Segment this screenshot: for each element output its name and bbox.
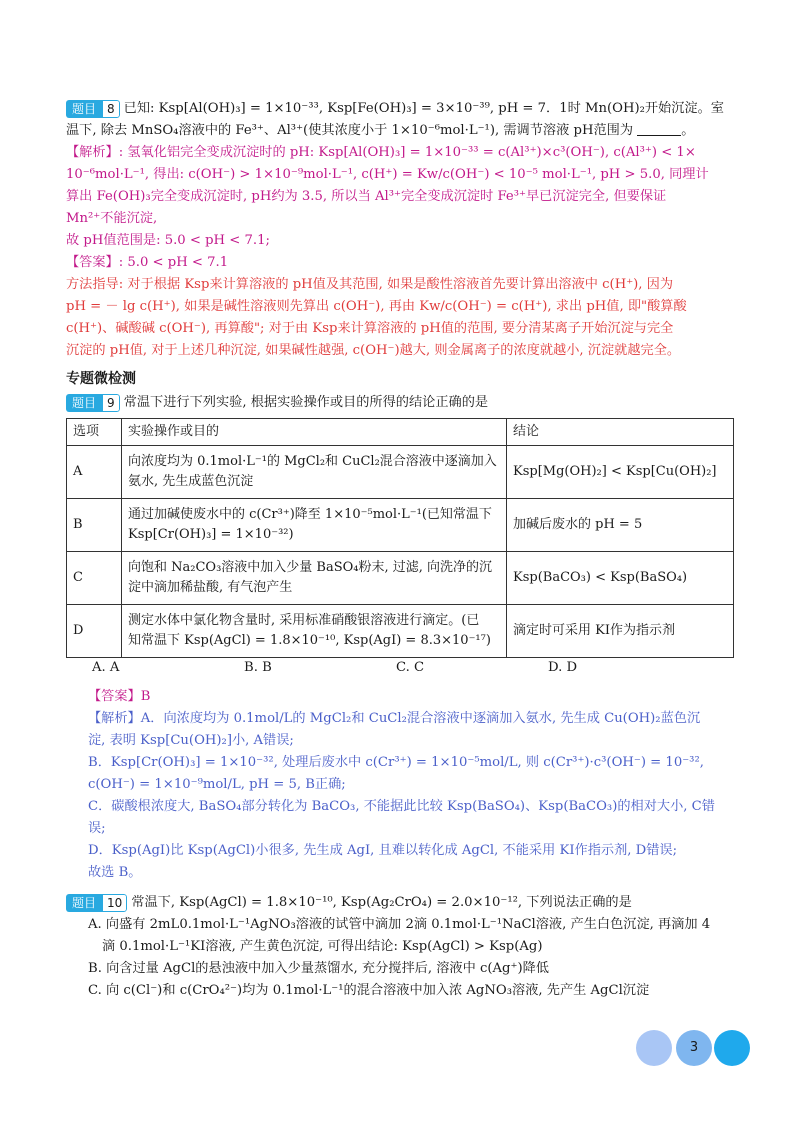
question-9-stem: 题目 9 常温下进行下列实验, 根据实验操作或目的所得的结论正确的是: [66, 392, 736, 414]
q10-option-c[interactable]: C. 向 c(Cl⁻)和 c(CrO₄²⁻)均为 0.1mol·L⁻¹的混合溶液中加入浓 AgNO₃溶液, 先产生 AgCl沉淀: [88, 983, 650, 998]
q8-method-2: pH = － lg c(H⁺), 如果是碱性溶液则先算出 c(OH⁻), 再由 Kw/c(OH⁻) = c(H⁺), 求出 pH值, 即"酸算酸: [66, 299, 687, 314]
page-number-badge: [636, 1030, 756, 1066]
q8-method-3: c(H⁺)、碱酸碱 c(OH⁻), 再算酸"; 对于由 Ksp来计算溶液的 pH值的范围, 要分清某离子开始沉淀与完全: [66, 321, 674, 336]
q8-analysis-5: 故 pH值范围是: 5.0 < pH < 7.1;: [66, 233, 270, 248]
q9-solution: 【答案】B 【解析】A．向浓度均为 0.1mol/L的 MgCl₂和 CuCl₂混合溶液中逐滴加入氨水, 先生成 Cu(OH)₂蓝色沉 淀, 表明 Ksp[Cu(OH)₂]小, A错误; B．Ksp[Cr(OH)₃] = 1×10⁻³², 处理后废水中 c(Cr³⁺) = 1×10⁻⁵mol/L, 则 c(Cr³⁺)·c³(OH⁻) = 10⁻³², c(OH⁻) = 1×10⁻⁹mol/L, pH = 5, B正确; C．碳酸根浓度大, BaSO₄部分转化为 BaCO₃, 不能据此比较 Ksp(BaSO₄)、Ksp(BaCO₃)的相对大小, C错 误; D．Ksp(AgI)比 Ksp(AgCl)小很多, 先生成 AgI, 且难以转化成 AgCl, 不能采用 KI作指示剂, D错误; 故选 B。: [88, 686, 738, 884]
q8-stem-line-1: 题目 8 已知: Ksp[Al(OH)₃] = 1×10⁻³³, Ksp[Fe(OH)₃] = 3×10⁻³⁹, pH = 7．1时 Mn(OH)₂开始沉淀。室: [66, 98, 736, 120]
q8-analysis-1: 【解析】: 氢氧化铝完全变成沉淀时的 pH: Ksp[Al(OH)₃] = 1×10⁻³³ = c(Al³⁺)×c³(OH⁻), c(Al³⁺) < 1×: [66, 145, 696, 160]
q8-method-4: 沉淀的 pH值, 对于上述几种沉淀, 如果碱性越强, c(OH⁻)越大, 则金属离子的浓度就越小, 沉淀就越完全。: [66, 343, 681, 358]
question-10: 题目 10 常温下, Ksp(AgCl) = 1.8×10⁻¹⁰, Ksp(Ag₂CrO₄) = 2.0×10⁻¹², 下列说法正确的是 A. 向盛有 2mL0.1mol·L⁻¹AgNO₃溶液的试管中滴加 2滴 0.1mol·L⁻¹NaCl溶液, 产生白色沉淀, 再滴加 4 滴 0.1mol·L⁻¹KI溶液, 产生黄色沉淀, 可得出结论: Ksp(AgCl) > Ksp(Ag) B. 向含过量 AgCl的悬浊液中加入少量蒸馏水, 充分搅拌后, 溶液中 c(Ag⁺)降低 C. 向 c(Cl⁻)和 c(CrO₄²⁻)均为 0.1mol·L⁻¹的混合溶液中加入浓 AgNO₃溶液, 先产生 AgCl沉淀: [66, 892, 736, 1002]
q8-method-1: 方法指导: 对于根据 Ksp来计算溶液的 pH值及其范围, 如果是酸性溶液首先要计算出溶液中 c(H⁺), 因为: [66, 277, 674, 292]
choice-d[interactable]: D. D: [548, 660, 578, 675]
q8-analysis-4: Mn²⁺不能沉淀,: [66, 211, 158, 226]
q10-badge: 题目 10: [66, 894, 127, 912]
header-conclusion: 结论: [507, 419, 734, 446]
table-row: C 向饱和 Na₂CO₃溶液中加入少量 BaSO₄粉末, 过滤, 向洗净的沉 淀中滴加稀盐酸, 有气泡产生 Ksp(BaCO₃) < Ksp(BaSO₄): [67, 552, 734, 605]
q9-answer: 【答案】B: [88, 689, 151, 704]
experiment-table: [66, 418, 734, 658]
q8-stem-line-2: 温下, 除去 MnSO₄溶液中的 Fe³⁺、Al³⁺(使其浓度小于 1×10⁻⁶mol·L⁻¹), 需调节溶液 pH范围为 。: [66, 123, 695, 138]
q8-analysis-3: 算出 Fe(OH)₃完全变成沉淀时, pH约为 3.5, 所以当 Al³⁺完全变成沉淀时 Fe³⁺早已沉淀完全, 但要保证: [66, 189, 667, 204]
table-row: B 通过加碱使废水中的 c(Cr³⁺)降至 1×10⁻⁵mol·L⁻¹(已知常温下 Ksp[Cr(OH)₃] = 1×10⁻³²) 加碱后废水的 pH = 5: [67, 499, 734, 552]
table-row: A 向浓度均为 0.1mol·L⁻¹的 MgCl₂和 CuCl₂混合溶液中逐滴加入 氨水, 先生成蓝色沉淀 Ksp[Mg(OH)₂] < Ksp[Cu(OH)₂]: [67, 446, 734, 499]
question-8: [66, 98, 736, 362]
q8-answer: 【答案】: 5.0 < pH < 7.1: [66, 255, 229, 270]
header-option: 选项: [67, 419, 122, 446]
choice-b[interactable]: B. B: [244, 660, 272, 675]
q10-option-a-cont: 滴 0.1mol·L⁻¹KI溶液, 产生黄色沉淀, 可得出结论: Ksp(AgCl) > Ksp(Ag): [102, 939, 543, 954]
table-row: D 测定水体中氯化物含量时, 采用标准硝酸银溶液进行滴定。(已 知常温下 Ksp(AgCl) = 1.8×10⁻¹⁰, Ksp(AgI) = 8.3×10⁻¹⁷) 滴定时可采用 KI作为指示剂: [67, 605, 734, 658]
page-number: 3: [689, 1040, 699, 1055]
header-operation: 实验操作或目的: [122, 419, 507, 446]
choice-c[interactable]: C. C: [396, 660, 425, 675]
q10-option-b[interactable]: B. 向含过量 AgCl的悬浊液中加入少量蒸馏水, 充分搅拌后, 溶液中 c(Ag⁺)降低: [88, 961, 549, 976]
q10-option-a[interactable]: A. 向盛有 2mL0.1mol·L⁻¹AgNO₃溶液的试管中滴加 2滴 0.1mol·L⁻¹NaCl溶液, 产生白色沉淀, 再滴加 4: [88, 917, 711, 932]
section-title: 专题微检测: [66, 371, 136, 387]
q9-badge: 题目 9: [66, 394, 120, 412]
table-header-row: [67, 419, 734, 446]
answer-blank: [637, 121, 681, 136]
q8-analysis-2: 10⁻⁶mol·L⁻¹, 得出: c(OH⁻) > 1×10⁻⁹mol·L⁻¹, c(H⁺) = Kw/c(OH⁻) < 10⁻⁵ mol·L⁻¹, pH > 5.0, 同理计: [66, 167, 709, 182]
q8-badge: 题目 8: [66, 100, 120, 118]
choice-a[interactable]: A. A: [92, 660, 120, 675]
